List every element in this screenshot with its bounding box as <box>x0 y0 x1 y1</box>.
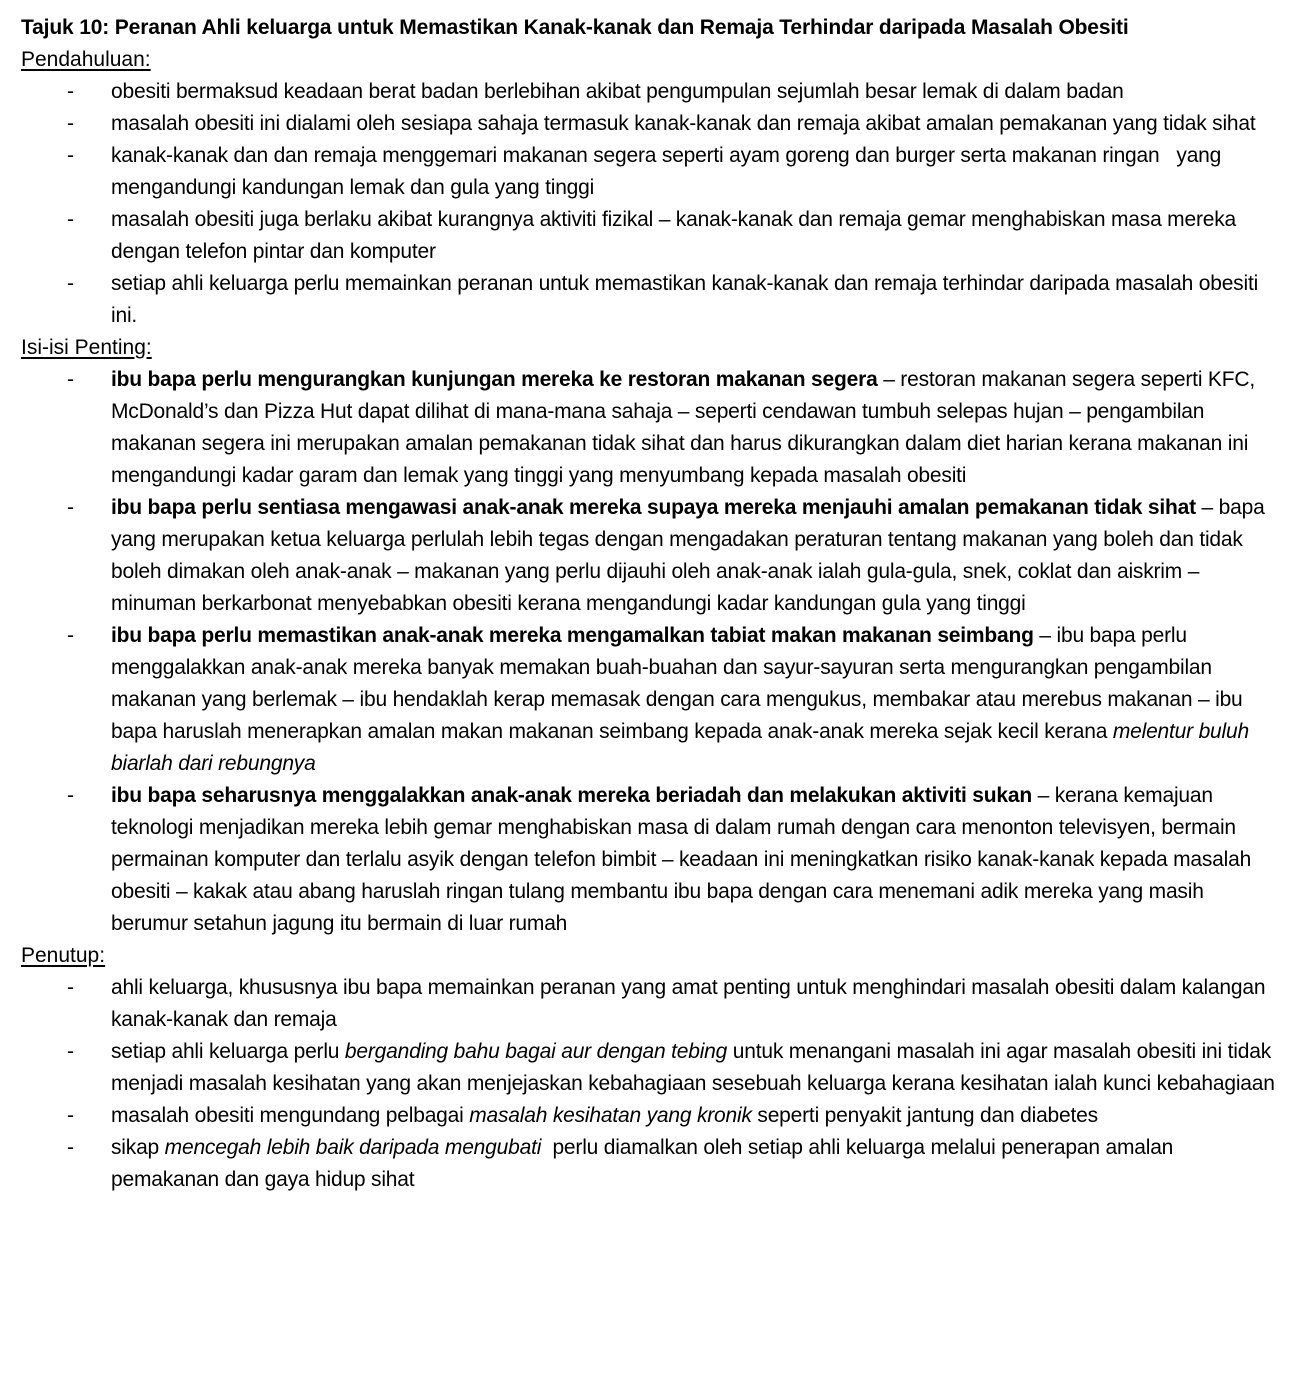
item-italic-text: mencegah lebih baik daripada mengubati <box>164 1136 542 1159</box>
bullet-dash: - <box>67 112 74 135</box>
item-bold-text: ibu bapa perlu mengurangkan kunjungan mereka ke restoran makanan segera <box>111 368 878 391</box>
list-item <box>21 1132 1283 1196</box>
list-item <box>21 364 1283 492</box>
pendahuluan-list <box>21 76 1283 332</box>
item-bold-text: ibu bapa perlu sentiasa mengawasi anak-anak mereka supaya mereka menjauhi amalan pemakanan tidak sihat <box>111 496 1196 519</box>
item-bold-text: ibu bapa seharusnya menggalakkan anak-anak mereka beriadah dan melakukan aktiviti sukan <box>111 784 1032 807</box>
bullet-dash: - <box>67 272 74 295</box>
item-text: – kerana kemajuan teknologi menjadikan mereka lebih gemar menghabiskan masa di dalam rumah dengan cara menonton televisyen, bermain permainan komputer dan terlalu asyik dengan telefon bimbit – keadaan ini meningkatkan risiko kanak-kanak kepada masalah obesiti – kakak atau abang haruslah ringan tulang membantu ibu bapa dengan cara menemani adik mereka yang masih berumur setahun jagung itu bermain di luar rumah <box>111 784 1252 935</box>
bullet-dash: - <box>67 80 74 103</box>
item-text: setiap ahli keluarga perlu <box>111 1040 345 1063</box>
list-item <box>21 620 1283 780</box>
penutup-list <box>21 972 1283 1196</box>
item-text: – ibu bapa perlu menggalakkan anak-anak mereka banyak memakan buah-buahan dan sayur-sayuran serta mengurangkan pengambilan makanan yang berlemak – ibu hendaklah kerap memasak dengan cara mengukus, membakar atau merebus makanan – ibu bapa haruslah menerapkan amalan makan makanan seimbang kepada anak-anak mereka sejak kecil kerana <box>111 624 1243 743</box>
list-item <box>21 204 1283 268</box>
bullet-dash: - <box>67 784 74 807</box>
bullet-dash: - <box>67 1136 74 1159</box>
list-item <box>21 492 1283 620</box>
list-item <box>21 972 1283 1036</box>
item-text: masalah obesiti juga berlaku akibat kurangnya aktiviti fizikal – kanak-kanak dan remaja gemar menghabiskan masa mereka dengan telefon pintar dan komputer <box>111 208 1237 263</box>
bullet-dash: - <box>67 624 74 647</box>
bullet-dash: - <box>67 368 74 391</box>
list-item <box>21 268 1283 332</box>
item-text: sikap <box>111 1136 165 1159</box>
item-text: masalah obesiti ini dialami oleh sesiapa sahaja termasuk kanak-kanak dan remaja akibat amalan pemakanan yang tidak sihat <box>111 112 1256 135</box>
section-heading-pendahuluan: Pendahuluan: <box>21 48 151 71</box>
list-item <box>21 108 1283 140</box>
bullet-dash: - <box>67 144 74 167</box>
item-text: setiap ahli keluarga perlu memainkan peranan untuk memastikan kanak-kanak dan remaja terhindar daripada masalah obesiti ini. <box>111 272 1259 327</box>
item-bold-text: ibu bapa perlu memastikan anak-anak mereka mengamalkan tabiat makan makanan seimbang <box>111 624 1034 647</box>
section-heading-penutup: Penutup: <box>21 944 106 967</box>
bullet-dash: - <box>67 1104 74 1127</box>
item-italic-text: berganding bahu bagai aur dengan tebing <box>344 1040 728 1063</box>
item-text: perlu diamalkan oleh setiap ahli keluarga melalui penerapan amalan pemakanan dan gaya hidup sihat <box>111 1136 1179 1191</box>
item-text: – restoran makanan segera seperti KFC, McDonald’s dan Pizza Hut dapat dilihat di mana-mana sahaja – seperti cendawan tumbuh selepas hujan – pengambilan makanan segera ini merupakan amalan pemakanan tidak sihat dan harus dikurangkan dalam diet harian kerana makanan ini mengandungi kadar garam dan lemak yang tinggi yang menyumbang kepada masalah obesiti <box>111 368 1255 487</box>
item-text: untuk menangani masalah ini agar masalah obesiti ini tidak menjadi masalah kesihatan yang akan menjejaskan kebahagiaan sesebuah keluarga kerana kesihatan ialah kunci kebahagiaan <box>111 1040 1275 1095</box>
item-text: masalah obesiti mengundang pelbagai <box>111 1104 470 1127</box>
item-text: – bapa yang merupakan ketua keluarga perlulah lebih tegas dengan mengadakan peraturan tentang makanan yang boleh dan tidak boleh dimakan oleh anak-anak – makanan yang perlu dijauhi oleh anak-anak ialah gula-gula, snek, coklat dan aiskrim – minuman berkarbonat menyebabkan obesiti kerana mengandungi kadar kandungan gula yang tinggi <box>111 496 1265 615</box>
item-italic-text: melentur buluh biarlah dari rebungnya <box>111 720 1249 775</box>
document-page <box>21 12 1283 1196</box>
item-text: seperti penyakit jantung dan diabetes <box>751 1104 1098 1127</box>
page-title: Tajuk 10: Peranan Ahli keluarga untuk Memastikan Kanak-kanak dan Remaja Terhindar daripada Masalah Obesiti <box>21 16 1129 39</box>
bullet-dash: - <box>67 208 74 231</box>
bullet-dash: - <box>67 976 74 999</box>
item-text: obesiti bermaksud keadaan berat badan berlebihan akibat pengumpulan sejumlah besar lemak di dalam badan <box>111 80 1124 103</box>
list-item <box>21 140 1283 204</box>
list-item <box>21 1036 1283 1100</box>
list-item <box>21 1100 1283 1132</box>
list-item <box>21 780 1283 940</box>
isi-penting-list <box>21 364 1283 940</box>
list-item <box>21 76 1283 108</box>
item-text: kanak-kanak dan dan remaja menggemari makanan segera seperti ayam goreng dan burger serta makanan ringan yang mengandungi kandungan lemak dan gula yang tinggi <box>111 144 1227 199</box>
bullet-dash: - <box>67 1040 74 1063</box>
item-text: ahli keluarga, khususnya ibu bapa memainkan peranan yang amat penting untuk menghindari masalah obesiti dalam kalangan kanak-kanak dan remaja <box>111 976 1266 1031</box>
bullet-dash: - <box>67 496 74 519</box>
item-italic-text: masalah kesihatan yang kronik <box>469 1104 752 1127</box>
section-heading-isi-penting: Isi-isi Penting: <box>21 336 152 359</box>
